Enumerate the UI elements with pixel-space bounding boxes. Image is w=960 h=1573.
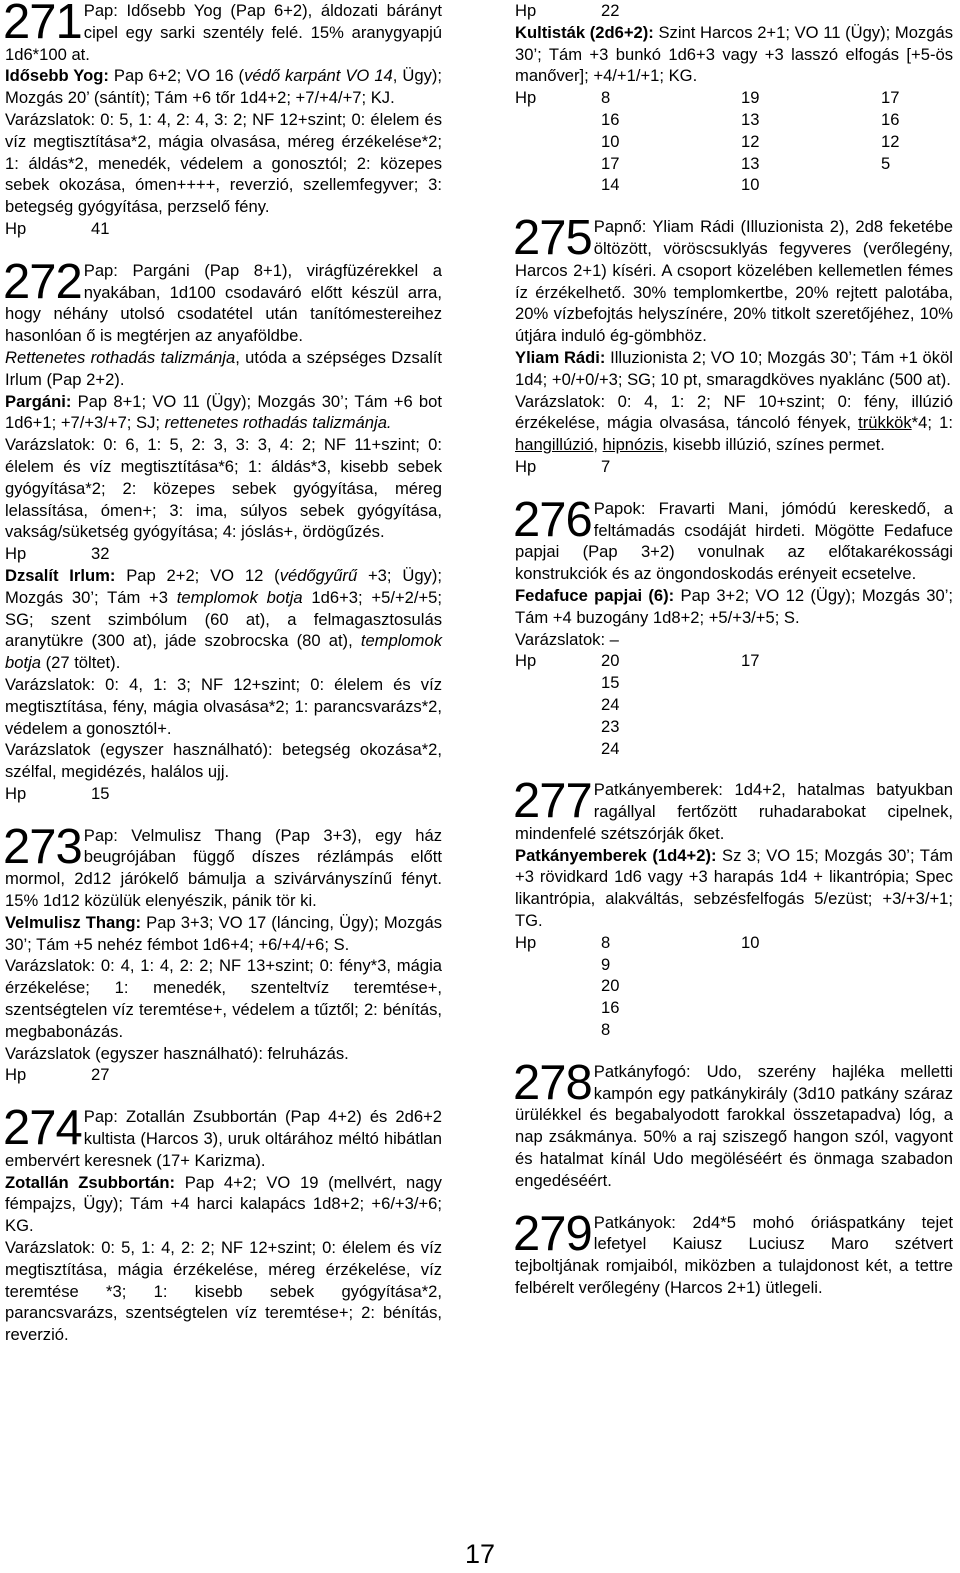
hp-value: 17 [741,651,760,671]
stat-text: Pap 4+2; VO 19 (mellvért, nagy fémpajzs, Ügy); Tám +4 harci kalapács 1d8+2; +6/+3/+6; KG. [5,1172,442,1236]
hp-value: 20 [601,651,620,671]
hp-value: 10 [741,932,760,952]
entry-intro: Pap: Pargáni (Pap 8+1), virágfüzérekkel a nyakában, 1d100 csodaváró előtt készül arra, hogy néhány utolsó csodatétel után tanítómestereihez hasonlóan ő is megtérjen az anyaföldbe. [5,260,442,346]
entry-intro: Patkányok: 2d4*5 mohó óriáspatkány tejet lefetyel Kaiusz Luciusz Maro szétvert tejboltjának romjaiból, miközben a tulajdonost két, a tettre felbérelt verőlegény (Harcos 2+1) ütlegeli. [515,1212,953,1298]
hp-row [515,87,953,109]
stat-text: 1d6+3; +5/+2/+5; SG; szent szimbólum (60 at), a felmagasztosulás aranytükre (300 at), jáde szobrocska (80 at), [5,587,442,651]
stat-block [5,65,442,109]
spells-single-use: Varázslatok (egyszer használható): felruházás. [5,1043,349,1063]
entry-271 [5,0,442,240]
hp-row [5,543,442,565]
spells-text: Varázslatok: 0: 4, 1: 2; NF 10+szint; 0: fény, illúzió érzékelése, mágia olvasása, táncoló fények, [515,391,953,433]
stat-name: Patkányemberek (1d4+2): [515,845,717,865]
hp-label: Hp [515,88,537,108]
spells-text: *4; 1: [911,413,953,433]
hp-value: 24 [601,694,620,714]
hp-value: 32 [91,544,110,564]
hp-value: 8 [601,88,611,108]
hp-value: 17 [601,153,620,173]
entry-intro: Patkányemberek: 1d4+2, hatalmas batyukban ragállyal fertőzött ruhadarabokat cipelnek, mindenfelé szétszórják őket. [515,780,953,843]
hp-value: 27 [91,1065,110,1085]
spells: Varázslatok: 0: 4, 1: 4, 2: 2; NF 13+szint; 0: fény*3, mágia érzékelése; 1: menedék, szenteltvíz teremtése+, szentségtelen víz teremtése+, védelem a tűztől; 2: bénítás, megbabonázás. [5,956,442,1041]
stat-text: Pap 3+3; VO 17 (láncing, Ügy); Mozgás 30’; Tám +5 nehéz fémbot 1d6+4; +6/+4/+6; S. [5,912,442,954]
entry-number: 277 [513,774,592,829]
entry-274-continued [515,0,953,196]
stat-block [515,585,953,629]
hp-label: Hp [515,932,537,952]
hp-row [515,975,953,997]
hp-value: 15 [91,783,110,803]
entry-273 [3,819,442,1087]
hp-value: 8 [601,932,611,952]
hp-value: 13 [741,109,760,129]
hp-value: 22 [601,1,620,20]
hp-value: 16 [601,998,620,1018]
hp-row [515,153,953,175]
hp-value: 24 [601,738,620,758]
stat-name: Yliam Rádi: [515,347,606,367]
hp-value: 16 [601,109,620,129]
spells-text: , kisebb illúzió, színes permet. [663,435,885,455]
spells-single-use: Varázslatok (egyszer használható): betegség okozása*2, szélfal, megidézés, halálos ujj. [5,740,442,782]
hp-value: 13 [741,153,760,173]
hp-value: 16 [881,109,900,129]
stat-text: (27 töltet). [40,653,121,673]
stat-name: Zotallán Zsubbortán: [5,1172,176,1192]
stat-text: , Ügy); Mozgás 20’ (sántít); Tám +6 tőr 1d4+2; +7/+4/+7; KJ. [5,66,443,108]
hp-label: Hp [515,456,537,476]
entry-274 [3,1101,442,1346]
hp-value: 19 [741,88,760,108]
entry-intro: Pap: Velmulisz Thang (Pap 3+3), egy ház beugrójában függő díszes rézlámpás előtt mormol, 2d12 járókelő bámulja a szivárványszínű fényt. 15% 1d12 közülük elenyészik, pánik tör ki. [5,825,442,911]
hp-row [515,932,953,954]
hp-label: Hp [5,783,27,803]
hp-value: 17 [881,88,900,108]
note-italic: Rettenetes rothadás talizmánja [5,347,236,367]
stat-block [515,22,953,87]
entry-278 [513,1055,953,1192]
stat-italic: védő karpánt VO 14 [244,66,393,86]
hp-row [515,694,953,716]
stat-text: Pap 8+1; VO 11 (Ügy); Mozgás 30’; Tám +6 bot 1d6+1; +7/+3/+7; SJ; [5,391,442,433]
entry-276 [513,492,954,760]
stat-italic: védőgyűrű [279,565,358,585]
spell-underlined: hipnózis [602,435,664,455]
note-text: , utóda a szépséges Dzsalít Irlum (Pap 2+2). [5,347,442,389]
hp-row [515,131,953,153]
stat-name: Dzsalít Irlum: [5,565,116,585]
hp-label: Hp [5,544,27,564]
hp-label: Hp [515,1,537,20]
hp-value: 9 [601,954,611,974]
hp-row [5,1064,442,1086]
hp-row [515,738,953,760]
entry-number: 278 [513,1055,592,1110]
hp-row [515,109,953,131]
entry-intro: Pap: Idősebb Yog (Pap 6+2), áldozati bárányt cipel egy sarki szentély felé. 15% aranygyapjú 1d6*100 at. [5,1,442,64]
entry-279 [513,1206,953,1299]
hp-row [5,783,442,805]
stat-block [515,347,953,391]
hp-value: 20 [601,976,620,996]
hp-value [881,174,941,196]
stat-text: Illuzionista 2; VO 10; Mozgás 30’; Tám +1 ököl 1d4; +0/+0/+3; SG; 10 pt, smaragdköves nyaklánc (500 at). [515,347,953,389]
right-column [515,0,953,1299]
hp-row [515,0,953,22]
spells: Varázslatok: – [515,629,619,649]
hp-row [515,716,953,738]
stat-text: Pap 3+2; VO 12 (Ügy); Mozgás 30’; Tám +4 buzogány 1d8+2; +5/+3/+5; S. [515,585,954,627]
stat-block [5,391,442,435]
hp-row [515,672,953,694]
stat-italic: templomok botja [176,587,303,607]
hp-row [515,174,953,196]
spells: Varázslatok: 0: 5, 1: 4, 2: 2; NF 12+szint; 0: élelem és víz megtisztítása, mágia érzékelése, méreg érzékelése, víz teremtése *3; 1: kisebb sebek gyógyítása*2, parancsvarázs, szentségtelen víz teremtése+; 2: bénítás, reverzió. [5,1238,442,1345]
hp-value: 7 [601,456,611,476]
hp-label: Hp [5,218,27,238]
spells: Varázslatok: 0: 6, 1: 5, 2: 3, 3: 3, 4: 2; NF 11+szint; 0: élelem és víz megtisztítása*6; 1: áldás*3, kisebb sebek gyógyítása*2; 2: közepes sebek gyógyítása, méreg lelassítása, ómen+; 3: ima, súlyos sebek gyógyítása, vakság/süketség gyógyítása; 4: jóslás+, ördögűzés. [5,435,442,542]
stat-text: Pap 2+2; VO 12 ( [115,565,280,585]
stat-name: Idősebb Yog: [5,66,109,86]
hp-label: Hp [5,1065,27,1085]
hp-value: 10 [601,131,620,151]
stat-text: Pap 6+2; VO 16 ( [108,66,245,86]
entry-number: 276 [513,492,592,547]
entry-275 [513,211,953,478]
hp-row [515,456,953,478]
entry-intro: Papnő: Yliam Rádi (Illuzionista 2), 2d8 feketébe öltözött, vöröscsuklyás fegyveres (verőlegény, Harcos 2+1) kíséri. A csoport közelében kellemetlen fémes íz érzékelhető. 30% templomkertbe, 20% rejtett palotába, 20% vízbefojtás helyszínére, 20% titkolt szeretőjéhez, 10% útjára induló ég-gömbhöz. [515,217,953,346]
stat-italic: rettenetes rothadás talizmánja. [164,413,392,433]
hp-value: 41 [91,218,110,238]
stat-block [5,912,442,956]
entry-number: 273 [3,819,82,874]
hp-value: 23 [601,716,620,736]
entry-number: 271 [3,0,82,49]
hp-row [515,1019,953,1041]
spell-underlined: hangillúzió [515,435,594,455]
spells: Varázslatok: 0: 4, 1: 3; NF 12+szint; 0: élelem és víz megtisztítása, fény, mágia olvasása*2; 1: parancsvarázs*2, védelem a gonosztól+. [5,674,442,738]
entry-intro: Papok: Fravarti Mani, jómódú kereskedő, a feltámadás csodáját hirdeti. Mögötte Fedafuce papjai (Pap 3+2) vonulnak az előtakarékossági konstrukciók és az öngondoskodás erényeit ecsetelve. [515,498,953,584]
stat-block [515,845,953,932]
page-number: 17 [464,1539,496,1569]
stat-block [5,1172,442,1237]
entry-number: 275 [513,211,592,266]
stat-text: +3; Ügy); Mozgás 30’; Tám +3 [5,565,442,607]
spells-text: , [593,435,603,455]
hp-row [515,997,953,1019]
hp-value: 8 [601,1020,611,1040]
hp-value: 15 [601,673,620,693]
hp-row [5,218,442,240]
spell-underlined: trükkök [858,413,912,433]
entry-intro: Patkányfogó: Udo, szerény hajléka melletti kampón egy patkánykirály (3d10 patkány száraz ürülékkel és begabalyodott farokkal összetapadva) lóg, a nap zsákmánya. 50% a raj sziszegő hangon szól, vagyont és hatalmat kínál Udo megöléséért és önmaga szabadon engedéséért. [515,1061,953,1190]
stat-text: Szint Harcos 2+1; VO 11 (Ügy); Mozgás 30’; Tám +3 bunkó 1d6+3 vagy +3 lasszó elfogás [+5-ös manőver]; +4/+1/+1; KG. [515,22,953,86]
stat-name: Pargáni: [5,391,72,411]
entry-number: 272 [3,254,82,309]
hp-label: Hp [515,651,537,671]
hp-value: 12 [741,131,760,151]
entry-272 [3,254,442,805]
entry-number: 274 [3,1101,82,1156]
entry-note [5,347,442,391]
entry-number: 279 [513,1206,592,1261]
hp-value: 10 [741,175,760,195]
spells: Varázslatok: 0: 5, 1: 4, 2: 4, 3: 2; NF 12+szint; 0: élelem és víz megtisztítása*2, mágia olvasása, méreg érzékelése*2; 1: áldás*2, menedék, védelem a gonosztól; 2: közepes sebek okozása, ómen++++, reverzió, szellemfegyver; 3: betegség gyógyítása, perzselő fény. [5,109,442,217]
stat-text: Sz 3; VO 15; Mozgás 30’; Tám +3 rövidkard 1d6 vagy +3 harapás 1d4 + likantrópia; Spec likantrópia, alakváltás, sebzésfelfogás 5/ezüst; +3/+3/+1; TG. [515,845,953,931]
stat-name: Fedafuce papjai (6): [515,585,675,605]
hp-value: 5 [881,153,891,173]
hp-value: 14 [601,175,620,195]
entry-277 [513,774,953,1041]
entry-intro: Pap: Zotallán Zsubbortán (Pap 4+2) és 2d6+2 kultista (Harcos 3), uruk oltárához méltó hibátlan embervért keresnek (17+ Karizma). [5,1107,442,1170]
stat-name: Velmulisz Thang: [5,912,142,932]
hp-value: 12 [881,131,900,151]
hp-row [515,650,953,672]
stat-italic: templomok botja [5,631,442,673]
stat-name: Kultisták (2d6+2): [515,22,654,42]
spells [515,391,953,456]
stat-block [5,565,442,674]
left-column [5,0,442,1346]
hp-row [515,954,953,976]
